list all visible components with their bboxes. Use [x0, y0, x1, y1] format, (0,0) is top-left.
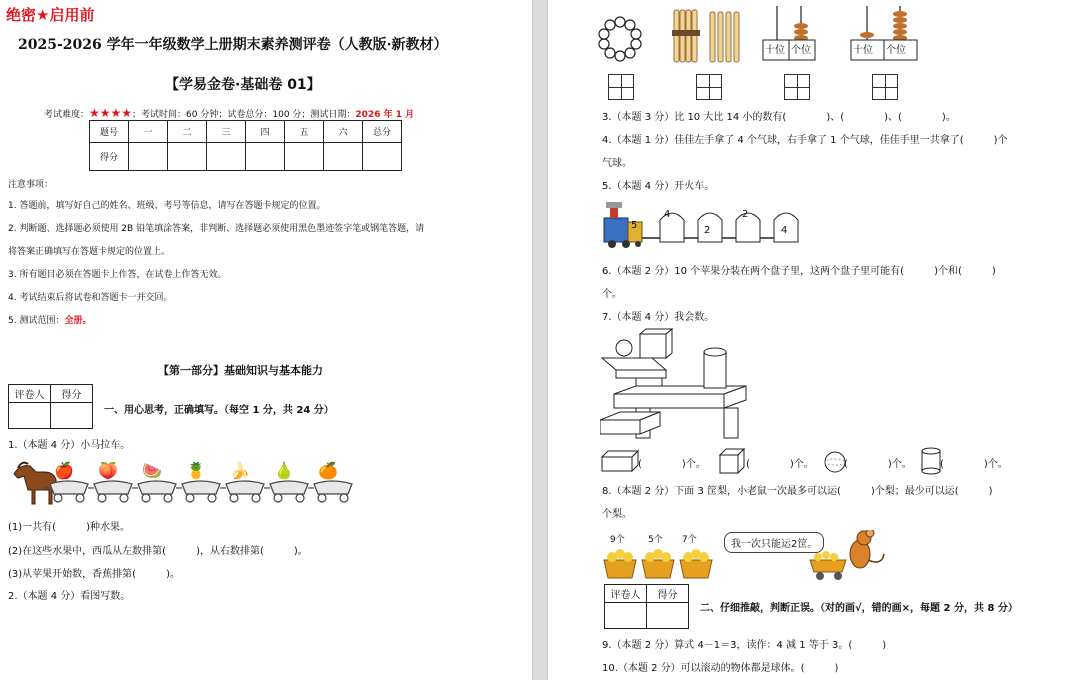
cylinder-answer: ( )个。	[940, 459, 1008, 470]
score-cell[interactable]	[246, 143, 285, 171]
pear-baskets-illustration	[602, 546, 714, 580]
grader-label: 得分	[51, 385, 93, 403]
train-number: 2	[742, 209, 749, 220]
fruit-apple: 🍎	[54, 461, 74, 480]
exam-meta: ；考试时间：60 分钟；试卷总分：100 分；测试日期：	[132, 110, 356, 120]
cube-answer: ( )个。	[746, 459, 814, 470]
q1-sub1: (1)一共有( )种水果。	[8, 522, 130, 533]
q5-title: 5.（本题 4 分）开火车。	[602, 181, 715, 192]
grader-table	[8, 384, 93, 429]
difficulty-label: 考试难度：	[44, 110, 90, 120]
page-gap	[532, 0, 548, 680]
fruit-pineapple: 🍍	[186, 461, 206, 480]
score-header: 总分	[363, 121, 402, 143]
cart-row	[44, 481, 352, 502]
score-cell[interactable]	[207, 143, 246, 171]
cylinder-icon	[920, 446, 942, 476]
cuboid-icon	[600, 449, 640, 475]
grader-table-2	[604, 584, 689, 629]
note-item: 1. 答题前，填写好自己的姓名、班级、考号等信息，请写在答题卡规定的位置。	[8, 201, 326, 211]
train-number: 2	[704, 225, 711, 236]
note-item: 2. 判断题、选择题必须使用 2B 铅笔填涂答案，非判断、选择题必须使用黑色墨迹签字笔或钢笔答题，请	[8, 224, 425, 234]
q1-sub3: (3)从苹果开始数，香蕉排第( )。	[8, 569, 180, 580]
part1-title: 【第一部分】基础知识与基本能力	[158, 364, 323, 377]
mouse-figure	[850, 530, 884, 568]
score-header: 五	[285, 121, 324, 143]
grader-cell[interactable]	[9, 403, 51, 429]
fruit-banana: 🍌	[230, 461, 250, 480]
abacus-1-ones: 个位	[791, 45, 811, 56]
exam-page-left	[0, 0, 532, 680]
score-header: 题号	[90, 121, 129, 143]
answer-grid-4[interactable]	[872, 74, 898, 100]
grader-label: 评卷人	[605, 585, 647, 603]
abacus-1-tens: 十位	[765, 45, 785, 56]
count-unit: 个。	[987, 459, 1008, 470]
abacus-2-ones: 个位	[886, 45, 906, 56]
mouse-cart-illustration	[808, 530, 888, 582]
grader-cell[interactable]	[647, 603, 689, 629]
mouse-speech-bubble: 我一次只能运2筐。	[724, 532, 824, 553]
grader-cell[interactable]	[51, 403, 93, 429]
fruit-pear: 🍐	[274, 461, 294, 480]
answer-grid-1[interactable]	[608, 74, 634, 100]
section2-title: 二、仔细推敲，判断正误。（对的画√，错的画×，每题 2 分，共 8 分）	[700, 603, 1018, 614]
score-cell[interactable]	[285, 143, 324, 171]
score-row-label: 得分	[90, 143, 129, 171]
q2-title: 2.（本题 4 分）看图写数。	[8, 591, 131, 602]
cube-icon	[718, 447, 748, 475]
grader-label: 得分	[647, 585, 689, 603]
count-unit: 个。	[793, 459, 814, 470]
q8-line1: 8.（本题 2 分）下面 3 筐梨，小老鼠一次最多可以运( )个梨；最少可以运( )	[602, 486, 993, 497]
grader-cell[interactable]	[605, 603, 647, 629]
horse-figure	[14, 463, 56, 504]
confidential-label: 绝密★启用前	[6, 6, 95, 24]
train-number: 4	[664, 209, 671, 220]
score-header: 三	[207, 121, 246, 143]
exam-info-line	[44, 106, 414, 120]
score-table	[89, 120, 402, 171]
note-item: 将答案正确填写在答题卡规定的位置上。	[8, 247, 171, 257]
score-cell[interactable]	[168, 143, 207, 171]
score-cell[interactable]	[324, 143, 363, 171]
basket-count: 7个	[682, 535, 697, 545]
sphere-answer: ( )个。	[844, 459, 912, 470]
q6-line1: 6.（本题 2 分）10 个苹果分装在两个盘子里，这两个盘子里可能有( )个和( )	[602, 266, 996, 277]
exam-page-right	[548, 0, 1080, 680]
train-number: 4	[781, 225, 788, 236]
q7-title: 7.（本题 4 分）我会数。	[602, 312, 715, 323]
score-header: 六	[324, 121, 363, 143]
abacus-2-tens: 十位	[853, 45, 873, 56]
score-header: 一	[129, 121, 168, 143]
ten-beads-ring	[598, 16, 642, 62]
score-header: 四	[246, 121, 285, 143]
exam-title: 2025-2026 学年一年级数学上册期末素养测评卷（人教版·新教材）	[18, 37, 448, 53]
fruit-orange: 🍊	[318, 461, 338, 480]
grader-label: 评卷人	[9, 385, 51, 403]
q3-text: 3.（本题 3 分）比 10 大比 14 小的数有( )、( )、( )。	[602, 112, 956, 123]
basket-count: 9个	[610, 535, 625, 545]
score-cell[interactable]	[129, 143, 168, 171]
score-cell[interactable]	[363, 143, 402, 171]
q4-line1: 4.（本题 1 分）佳佳左手拿了 4 个气球，右手拿了 1 个气球，佳佳手里一共拿了( )个	[602, 135, 1008, 146]
score-header: 二	[168, 121, 207, 143]
count-unit: 个。	[685, 459, 706, 470]
exam-date: 2026 年 1 月	[355, 110, 415, 120]
note-scope	[8, 313, 91, 326]
section1-title: 一、用心思考，正确填写。（每空 1 分，共 24 分）	[104, 405, 334, 416]
sticks-bundle	[670, 6, 754, 64]
q4-line2: 气球。	[602, 158, 632, 169]
note-item: 3. 所有题目必须在答题卡上作答，在试卷上作答无效。	[8, 270, 227, 280]
q10-text: 10.（本题 2 分）可以滚动的物体都是球体。( )	[602, 663, 839, 674]
q9-text: 9.（本题 2 分）算式 4－1＝3，读作：4 减 1 等于 3。( )	[602, 640, 887, 651]
basket-count: 5个	[648, 535, 663, 545]
solids-stack-illustration	[600, 328, 752, 440]
answer-grid-2[interactable]	[696, 74, 722, 100]
q1-sub2: (2)在这些水果中，西瓜从左数排第( )，从右数排第( )。	[8, 546, 308, 557]
scope-label: 5. 测试范围：	[8, 316, 65, 326]
q6-line2: 个。	[602, 289, 622, 300]
exam-subtitle: 【学易金卷·基础卷 01】	[165, 77, 321, 93]
difficulty-stars: ★★★★	[89, 106, 133, 120]
q8-line2: 个梨。	[602, 509, 632, 520]
train-number: 5	[631, 220, 638, 231]
notes-title: 注意事项：	[8, 180, 54, 190]
q1-title: 1.（本题 4 分）小马拉车。	[8, 440, 131, 451]
fruit-peach: 🍑	[98, 461, 118, 480]
fruit-watermelon: 🍉	[142, 461, 162, 480]
count-unit: 个。	[891, 459, 912, 470]
note-item: 4. 考试结束后将试卷和答题卡一并交回。	[8, 293, 173, 303]
cuboid-answer: ( )个。	[638, 459, 706, 470]
scope-value: 全册。	[64, 316, 92, 326]
answer-grid-3[interactable]	[784, 74, 810, 100]
